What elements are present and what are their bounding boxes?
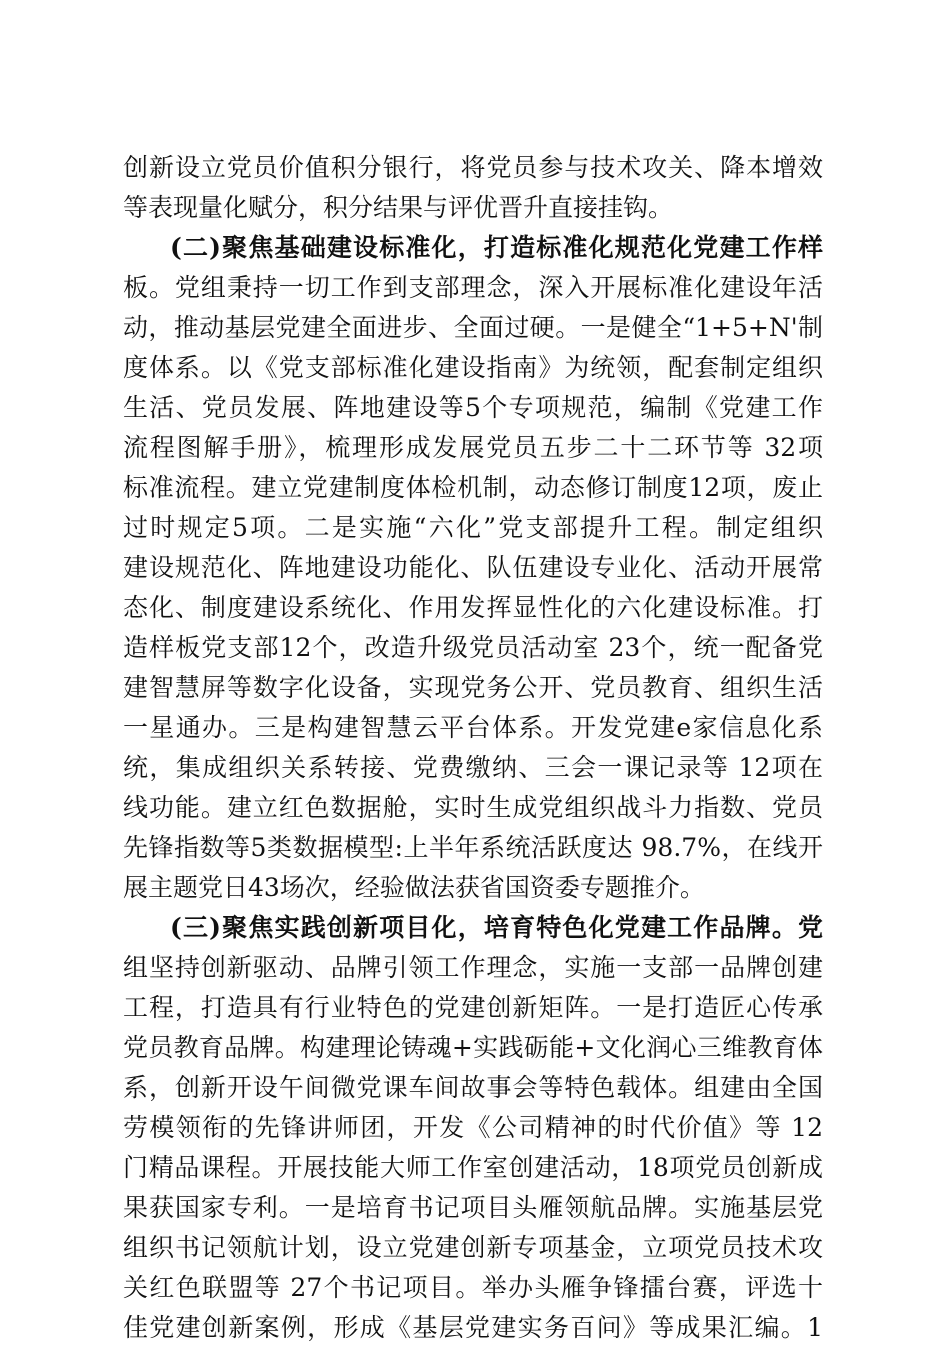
paragraph-line: 统，集成组织关系转接、党费缴纳、三会一课记录等 12项在	[123, 753, 823, 782]
paragraph-line: 线功能。建立红色数据舱，实时生成党组织战斗力指数、党员	[123, 793, 823, 822]
section-heading-3: (三)聚焦实践创新项目化，培育特色化党建工作品牌。党	[170, 913, 823, 942]
paragraph-line: 佳党建创新案例，形成《基层党建实务百问》等成果汇编。1	[123, 1313, 823, 1342]
paragraph-line: 流程图解手册》，梳理形成发展党员五步二十二环节等 32项	[123, 433, 823, 462]
paragraph-line: 板。党组秉持一切工作到支部理念，深入开展标准化建设年活	[123, 273, 823, 302]
paragraph-line: 态化、制度建设系统化、作用发挥显性化的六化建设标准。打	[123, 593, 823, 622]
paragraph-line: 劳模领衔的先锋讲师团，开发《公司精神的时代价值》等 12	[123, 1113, 823, 1142]
paragraph-line: 一星通办。三是构建智慧云平台体系。开发党建e家信息化系	[123, 713, 823, 742]
paragraph-line: 党员教育品牌。构建理论铸魂+实践砺能+文化润心三维教育体	[123, 1033, 823, 1062]
paragraph-line: 建智慧屏等数字化设备，实现党务公开、党员教育、组织生活	[123, 673, 823, 702]
paragraph-line: 度体系。以《党支部标准化建设指南》为统领，配套制定组织	[123, 353, 823, 382]
paragraph-line: 先锋指数等5类数据模型:上半年系统活跃度达 98.7%，在线开	[123, 833, 823, 862]
paragraph-line: 组织书记领航计划，设立党建创新专项基金，立项党员技术攻	[123, 1233, 823, 1262]
paragraph-line: 关红色联盟等 27个书记项目。举办头雁争锋擂台赛，评选十	[123, 1273, 823, 1302]
paragraph-line: 生活、党员发展、阵地建设等5个专项规范，编制《党建工作	[123, 393, 823, 422]
paragraph-line: 工程，打造具有行业特色的党建创新矩阵。一是打造匠心传承	[123, 993, 823, 1022]
paragraph-line: 果获国家专利。一是培育书记项目头雁领航品牌。实施基层党	[123, 1193, 823, 1222]
paragraph-line: 标准流程。建立党建制度体检机制，动态修订制度12项，废止	[123, 473, 823, 502]
paragraph-line: 等表现量化赋分，积分结果与评优晋升直接挂钩。	[123, 193, 674, 222]
paragraph-line: 系，创新开设午间微党课车间故事会等特色载体。组建由全国	[123, 1073, 823, 1102]
paragraph-line: 动，推动基层党建全面进步、全面过硬。一是健全“1+5+N'制	[123, 313, 823, 342]
paragraph-line: 造样板党支部12个，改造升级党员活动室 23个，统一配备党	[123, 633, 823, 662]
paragraph-line: 组坚持创新驱动、品牌引领工作理念，实施一支部一品牌创建	[123, 953, 823, 982]
paragraph-line: 展主题党日43场次，经验做法获省国资委专题推介。	[123, 873, 705, 902]
section-heading-2: (二)聚焦基础建设标准化，打造标准化规范化党建工作样	[170, 233, 823, 262]
paragraph-line: 创新设立党员价值积分银行，将党员参与技术攻关、降本增效	[123, 153, 823, 182]
paragraph-line: 门精品课程。开展技能大师工作室创建活动，18项党员创新成	[123, 1153, 823, 1182]
paragraph-line: 建设规范化、阵地建设功能化、队伍建设专业化、活动开展常	[123, 553, 823, 582]
paragraph-line: 过时规定5项。二是实施“六化”党支部提升工程。制定组织	[123, 513, 823, 542]
